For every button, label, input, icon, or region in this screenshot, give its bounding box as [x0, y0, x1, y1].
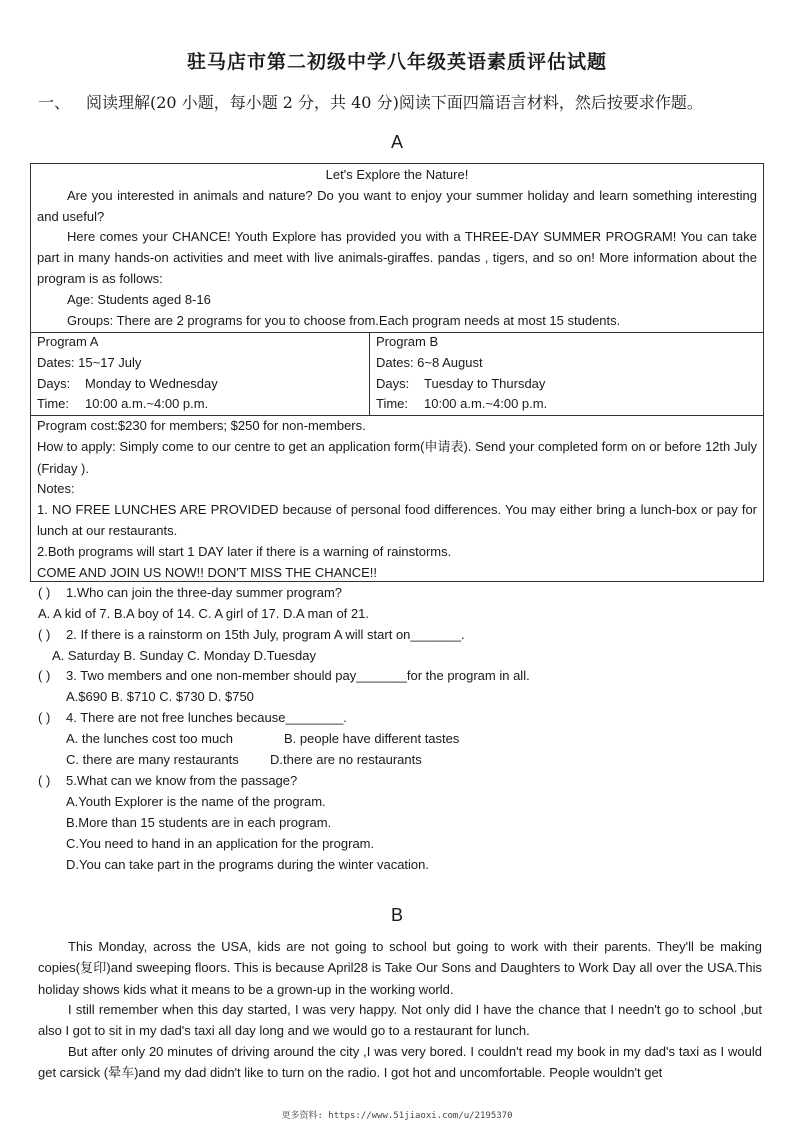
passage-a-box-title: Let's Explore the Nature!: [325, 167, 469, 182]
question-text: 2. If there is a rainstorm on 15th July, program A will start on_______.: [66, 627, 465, 642]
question-4-option-b: B. people have different tastes: [284, 731, 460, 746]
section-heading: [38, 90, 778, 113]
passage-a-age: Age: Students aged 8-16: [67, 291, 211, 307]
p3-text-a: But after only 20 minutes of driving around the city ,I was very bored. I couldn't read my book in my dad's taxi as I would get carsick (: [38, 1043, 762, 1080]
answer-blank[interactable]: ( ): [38, 585, 51, 600]
question-2: [38, 625, 465, 646]
question-5-option-c: C.You need to hand in an application for the program.: [66, 836, 375, 851]
question-4: [38, 708, 347, 729]
question-1: [38, 583, 342, 604]
apply-text-1: How to apply: Simply come to our centre to get an application form(: [37, 438, 425, 454]
p1-text-a: This Monday, across the USA, kids are not going to school but going to work with their parents. They'll be making copies(: [38, 939, 762, 975]
program-a-dates: Dates: 15~17 July: [37, 354, 142, 370]
time-label: Time:: [376, 396, 409, 412]
time-value: 10:00 a.m.~4:00 p.m.: [424, 396, 548, 412]
question-5-option-b: B.More than 15 students are in each program.: [66, 815, 332, 830]
question-4-option-d: D.there are no restaurants: [270, 752, 422, 767]
program-a-name: Program A: [37, 334, 99, 349]
passage-a-paragraph-2: Here comes your CHANCE! Youth Explore has provided you with a THREE-DAY SUMMER PROGRAM! You can take part in many hands-on activities and meet with live animals-giraffes. pandas , tigers, and so on! More information about the program is as follows:: [37, 229, 757, 286]
question-5-option-d: D.You can take part in the programs during the winter vacation.: [66, 857, 430, 872]
answer-blank[interactable]: ( ): [38, 710, 51, 725]
program-b-dates: Dates: 6~8 August: [376, 354, 483, 370]
apply-gloss: 申请表: [424, 439, 464, 455]
program-b-cell: [370, 332, 763, 415]
passage-b-paragraph-3: [38, 1042, 762, 1085]
passage-b-letter: B: [390, 905, 403, 925]
note-2: 2.Both programs will start 1 DAY later if there is a warning of rainstorms.: [37, 543, 452, 559]
program-a-time: [37, 394, 363, 415]
passage-a-intro-box: [30, 163, 764, 333]
question-5: [38, 771, 297, 792]
section-number: 一、: [38, 93, 71, 112]
answer-blank[interactable]: ( ): [38, 668, 51, 683]
notes-label: Notes:: [37, 481, 75, 497]
time-value: 10:00 a.m.~4:00 p.m.: [85, 396, 209, 412]
question-2-options: A. Saturday B. Sunday C. Monday D.Tuesday: [52, 648, 316, 663]
passage-b-paragraph-2: I still remember when this day started, I was very happy. Not only did I have the chance that I needn't go to school ,but also I got to sit in my dad's taxi all day long and we would go to a restaurant for lunch.: [38, 1002, 762, 1039]
section-instruction: 阅读理解(20 小题，每小题 2 分，共 40 分)阅读下面四篇语言材料，然后按要求作题。: [86, 93, 703, 112]
question-3: [38, 666, 530, 687]
p1-gloss: 复印: [79, 960, 107, 976]
p1-text-b: )and sweeping floors. This is because April28 is Take Our Sons and Daughters to Work Day all over the USA.This holiday shows kids what it means to be a grown-up in the working world.: [38, 959, 762, 997]
program-b-name: Program B: [376, 334, 439, 349]
days-value: Tuesday to Thursday: [424, 375, 546, 391]
question-4-option-a: A. the lunches cost too much: [66, 731, 233, 746]
answer-blank[interactable]: ( ): [38, 773, 51, 788]
question-1-options: A. A kid of 7. B.A boy of 14. C. A girl of 17. D.A man of 21.: [38, 606, 369, 621]
days-value: Monday to Wednesday: [85, 375, 218, 391]
how-to-apply: [31, 437, 763, 480]
passage-b-paragraph-1: [38, 937, 762, 1000]
passage-a-letter: A: [390, 132, 403, 152]
note-1: 1. NO FREE LUNCHES ARE PROVIDED because of personal food differences. You may either bring a lunch-box or pay for lunch at our restaurants.: [37, 502, 757, 538]
p3-text-b: )and my dad didn't like to turn on the radio. I got hot and uncomfortable. People wouldn't get: [134, 1064, 663, 1080]
question-text: 1.Who can join the three-day summer program?: [66, 585, 343, 600]
question-text: 5.What can we know from the passage?: [66, 773, 298, 788]
question-text: 3. Two members and one non-member should pay_______for the program in all.: [66, 668, 530, 683]
footer-link[interactable]: 更多资料: https://www.51jiaoxi.com/u/2195370: [281, 1111, 513, 1121]
days-label: Days:: [37, 375, 71, 391]
passage-b-body: [38, 937, 762, 1085]
question-4-option-c: C. there are many restaurants: [66, 752, 239, 767]
p3-gloss: 晕车: [108, 1065, 135, 1081]
program-cost: Program cost:$230 for members; $250 for non-members.: [37, 418, 366, 433]
passage-a-details-box: [30, 415, 764, 582]
question-5-option-a: A.Youth Explorer is the name of the program.: [66, 794, 326, 809]
question-3-options: A.$690 B. $710 C. $730 D. $750: [66, 689, 254, 704]
answer-blank[interactable]: ( ): [38, 627, 51, 642]
program-b-days: [376, 374, 757, 395]
days-label: Days:: [376, 375, 410, 391]
closing-line: COME AND JOIN US NOW!! DON'T MISS THE CHANCE!!: [37, 564, 378, 580]
program-a-cell: [31, 332, 370, 415]
program-table: [30, 332, 764, 416]
passage-a-paragraph-1: Are you interested in animals and nature? Do you want to enjoy your summer holiday and learn something interesting and useful?: [37, 187, 757, 224]
apply-text-2: ). Send your completed form on or before 12th July (Friday ).: [37, 438, 757, 476]
program-a-days: [37, 374, 363, 395]
passage-a-groups: Groups: There are 2 programs for you to choose from.Each program needs at most 15 students.: [67, 312, 621, 328]
time-label: Time:: [37, 396, 70, 412]
program-b-time: [376, 394, 757, 415]
question-text: 4. There are not free lunches because________.: [66, 710, 347, 725]
page-title: 驻马店市第二初级中学八年级英语素质评估试题: [186, 51, 607, 73]
